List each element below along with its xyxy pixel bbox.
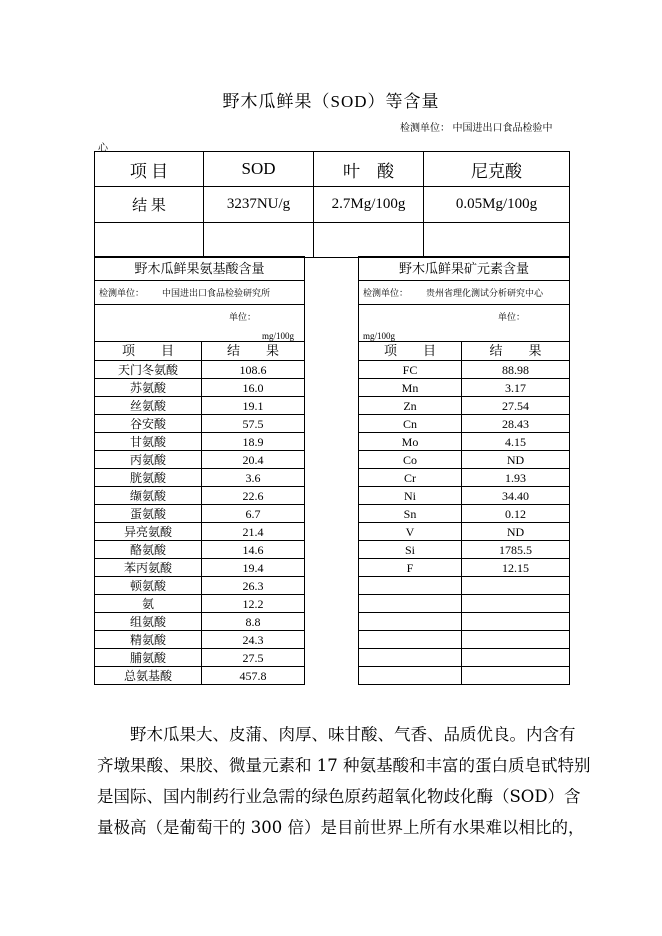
amino-item-value: 18.9	[202, 433, 305, 451]
amino-row	[95, 667, 305, 685]
mineral-item-value: ND	[462, 523, 570, 541]
amino-table-caption: 野木瓜鲜果氨基酸含量	[95, 257, 305, 281]
result-label: 结 果	[95, 187, 204, 223]
amino-item-value: 20.4	[202, 451, 305, 469]
amino-item-name: 缬氨酸	[95, 487, 202, 505]
mineral-col-result: 结 果	[462, 342, 570, 361]
result-folic-acid: 2.7Mg/100g	[314, 187, 424, 223]
mineral-element-table	[358, 256, 570, 685]
amino-item-value: 14.6	[202, 541, 305, 559]
amino-item-name: 苯丙氨酸	[95, 559, 202, 577]
amino-item-value: 57.5	[202, 415, 305, 433]
mineral-testing-unit: 检测单位： 贵州省理化测试分析研究中心	[359, 281, 570, 305]
amino-row	[95, 469, 305, 487]
result-sod: 3237NU/g	[204, 187, 314, 223]
amino-item-name: 脯氨酸	[95, 649, 202, 667]
amino-row	[95, 523, 305, 541]
amino-row	[95, 541, 305, 559]
mineral-item-value: 1.93	[462, 469, 570, 487]
amino-item-name: 精氨酸	[95, 631, 202, 649]
mineral-item-value	[462, 667, 570, 685]
amino-row	[95, 379, 305, 397]
mineral-item-value	[462, 631, 570, 649]
mineral-row	[359, 433, 570, 451]
mineral-item-name: F	[359, 559, 462, 577]
mineral-row	[359, 613, 570, 631]
mineral-item-value: ND	[462, 451, 570, 469]
mineral-measure-unit: 单位： mg/100g	[359, 305, 570, 342]
mineral-item-name	[359, 613, 462, 631]
amino-item-value: 16.0	[202, 379, 305, 397]
amino-row	[95, 613, 305, 631]
mineral-table-caption: 野木瓜鲜果矿元素含量	[359, 257, 570, 281]
amino-row	[95, 487, 305, 505]
amino-row	[95, 631, 305, 649]
testing-unit-note-wrap: 心	[98, 143, 108, 154]
mineral-item-name	[359, 631, 462, 649]
mineral-item-value: 0.12	[462, 505, 570, 523]
amino-item-value: 19.4	[202, 559, 305, 577]
mineral-item-name	[359, 595, 462, 613]
mineral-item-name	[359, 577, 462, 595]
amino-item-value: 27.5	[202, 649, 305, 667]
paragraph-line: 野木瓜果大、皮蒲、肉厚、味甘酸、气香、品质优良。内含有	[130, 725, 576, 744]
amino-item-value: 22.6	[202, 487, 305, 505]
mineral-item-value: 27.54	[462, 397, 570, 415]
mineral-item-name: Cn	[359, 415, 462, 433]
amino-row	[95, 505, 305, 523]
mineral-row	[359, 631, 570, 649]
amino-row	[95, 595, 305, 613]
amino-col-item: 项 目	[95, 342, 202, 361]
mineral-item-name	[359, 667, 462, 685]
mineral-item-name: Ni	[359, 487, 462, 505]
empty-row	[95, 223, 570, 258]
amino-item-name: 苏氨酸	[95, 379, 202, 397]
mineral-item-name: Mn	[359, 379, 462, 397]
mineral-row	[359, 487, 570, 505]
mineral-item-value: 4.15	[462, 433, 570, 451]
mineral-item-name	[359, 649, 462, 667]
amino-row	[95, 451, 305, 469]
mineral-row	[359, 577, 570, 595]
amino-item-value: 457.8	[202, 667, 305, 685]
mineral-item-name: V	[359, 523, 462, 541]
amino-item-name: 丝氨酸	[95, 397, 202, 415]
mineral-item-value: 28.43	[462, 415, 570, 433]
amino-item-value: 26.3	[202, 577, 305, 595]
header-folic-acid: 叶 酸	[314, 152, 424, 187]
mineral-item-value	[462, 595, 570, 613]
description-paragraph	[97, 719, 591, 843]
mineral-item-value: 1785.5	[462, 541, 570, 559]
amino-item-name: 丙氨酸	[95, 451, 202, 469]
header-row	[95, 152, 570, 187]
amino-item-value: 21.4	[202, 523, 305, 541]
mineral-item-value: 88.98	[462, 361, 570, 379]
mineral-row	[359, 361, 570, 379]
mineral-row	[359, 397, 570, 415]
paragraph-line: 量极高（是葡萄干的 300 倍）是目前世界上所有水果难以相比的，	[97, 818, 585, 837]
amino-row	[95, 577, 305, 595]
mineral-item-value	[462, 577, 570, 595]
mineral-row	[359, 595, 570, 613]
paragraph-line: 是国际、国内制药行业急需的绿色原药超氧化物歧化酶（SOD）含	[97, 787, 581, 806]
mineral-row	[359, 667, 570, 685]
mineral-item-name: Zn	[359, 397, 462, 415]
amino-item-name: 异亮氨酸	[95, 523, 202, 541]
sod-content-table	[94, 151, 570, 258]
amino-testing-unit: 检测单位： 中国进出口食品检验研究所	[95, 281, 305, 305]
paragraph-line: 齐墩果酸、果胶、微量元素和 17 种氨基酸和丰富的蛋白质皂甙特别	[97, 756, 591, 775]
document-title: 野木瓜鲜果（SOD）等含量	[222, 92, 440, 111]
amino-item-name: 总氨基酸	[95, 667, 202, 685]
amino-item-name: 组氨酸	[95, 613, 202, 631]
mineral-row	[359, 523, 570, 541]
amino-row	[95, 361, 305, 379]
amino-item-name: 顿氨酸	[95, 577, 202, 595]
mineral-row	[359, 379, 570, 397]
mineral-item-name: Cr	[359, 469, 462, 487]
amino-item-name: 胱氨酸	[95, 469, 202, 487]
amino-item-value: 12.2	[202, 595, 305, 613]
mineral-item-value: 3.17	[462, 379, 570, 397]
amino-item-name: 甘氨酸	[95, 433, 202, 451]
mineral-row	[359, 505, 570, 523]
amino-item-name: 酪氨酸	[95, 541, 202, 559]
amino-item-value: 8.8	[202, 613, 305, 631]
amino-item-name: 谷安酸	[95, 415, 202, 433]
amino-row	[95, 433, 305, 451]
mineral-item-name: Mo	[359, 433, 462, 451]
mineral-item-name: Si	[359, 541, 462, 559]
result-row	[95, 187, 570, 223]
mineral-row	[359, 649, 570, 667]
header-sod: SOD	[204, 152, 314, 187]
mineral-row	[359, 451, 570, 469]
result-niacin: 0.05Mg/100g	[424, 187, 570, 223]
amino-row	[95, 397, 305, 415]
amino-row	[95, 559, 305, 577]
amino-item-value: 19.1	[202, 397, 305, 415]
amino-row	[95, 415, 305, 433]
mineral-item-name: Co	[359, 451, 462, 469]
header-niacin: 尼克酸	[424, 152, 570, 187]
testing-unit-note: 检测单位： 中国进出口食品检验中	[400, 123, 553, 134]
mineral-item-name: Sn	[359, 505, 462, 523]
amino-item-name: 天门冬氨酸	[95, 361, 202, 379]
header-item: 项 目	[95, 152, 204, 187]
mineral-row	[359, 469, 570, 487]
mineral-item-value	[462, 613, 570, 631]
amino-col-result: 结 果	[202, 342, 305, 361]
amino-item-name: 氨	[95, 595, 202, 613]
mineral-row	[359, 415, 570, 433]
amino-item-name: 蛋氨酸	[95, 505, 202, 523]
amino-item-value: 24.3	[202, 631, 305, 649]
mineral-item-value: 12.15	[462, 559, 570, 577]
amino-acid-table	[94, 256, 305, 685]
mineral-col-item: 项 目	[359, 342, 462, 361]
amino-measure-unit: 单位： mg/100g	[95, 305, 305, 342]
mineral-row	[359, 559, 570, 577]
mineral-item-name: FC	[359, 361, 462, 379]
amino-item-value: 108.6	[202, 361, 305, 379]
mineral-row	[359, 541, 570, 559]
amino-row	[95, 649, 305, 667]
amino-item-value: 6.7	[202, 505, 305, 523]
mineral-item-value	[462, 649, 570, 667]
mineral-item-value: 34.40	[462, 487, 570, 505]
amino-item-value: 3.6	[202, 469, 305, 487]
